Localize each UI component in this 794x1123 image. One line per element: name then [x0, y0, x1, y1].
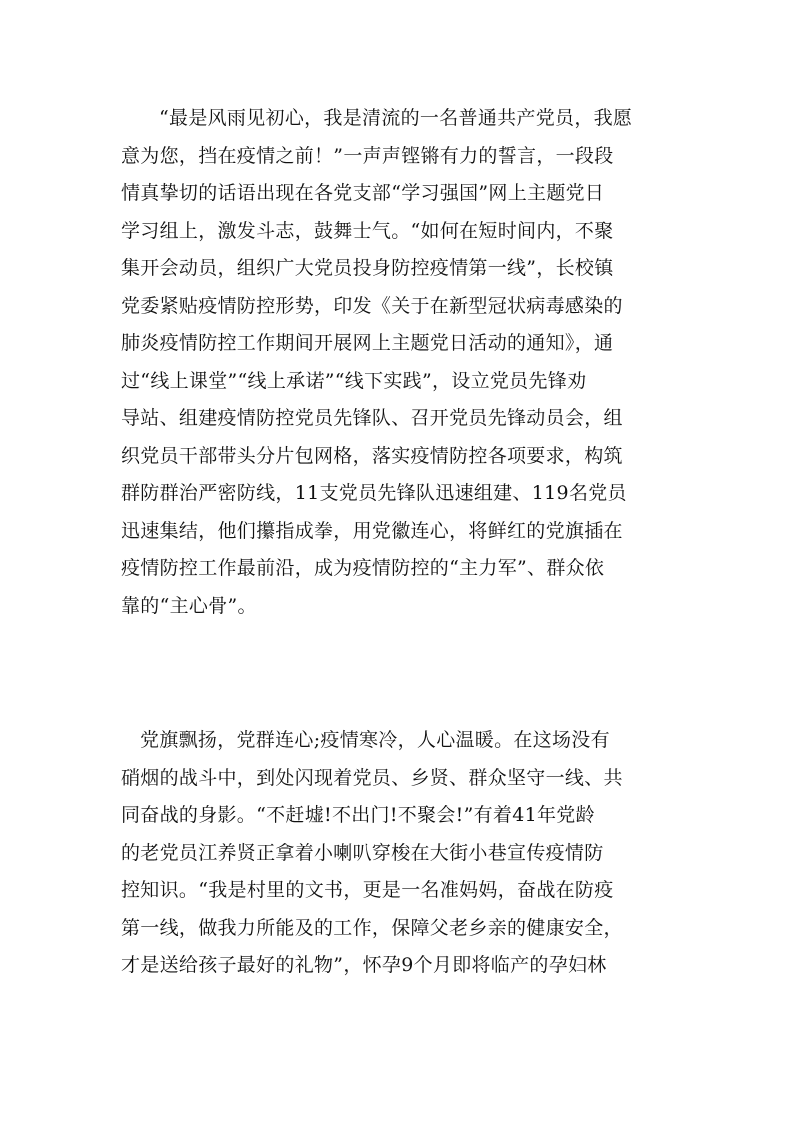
paragraph-line: 靠的“主心骨”。: [121, 594, 257, 617]
paragraph-line: 意为您，挡在疫情之前！”一声声铿锵有力的誓言，一段段: [121, 144, 614, 167]
paragraph-line: 党旗飘扬，党群连心;疫情寒冷，人心温暖。在这场没有: [140, 729, 610, 751]
paragraph-line: 肺炎疫情防控工作期间开展网上主题党日活动的通知》，通: [121, 332, 614, 354]
paragraph-line: “最是风雨见初心，我是清流的一名普通共产党员，我愿: [159, 107, 633, 129]
paragraph-line: 的老党员江养贤正拿着小喇叭穿梭在大街小巷宣传疫情防: [121, 841, 604, 864]
paragraph-line: 才是送给孩子最好的礼物”，怀孕9个月即将临产的孕妇林: [121, 954, 607, 976]
paragraph-line: 织党员干部带头分片包网格，落实疫情防控各项要求，构筑: [121, 444, 623, 467]
paragraph-line: 同奋战的身影。“不赶墟!不出门!不聚会!”有着41年党龄: [121, 804, 595, 826]
paragraph-line: 迅速集结，他们攥指成拳，用党徽连心，将鲜红的党旗插在: [121, 519, 623, 542]
paragraph-line: 集开会动员，组织广大党员投身防控疫情第一线”，长校镇: [121, 257, 614, 279]
paragraph-line: 过“线上课堂”“线上承诺”“线下实践”，设立党员先锋劝: [121, 369, 587, 392]
paragraph-line: 硝烟的战斗中，到处闪现着党员、乡贤、群众坚守一线、共: [121, 766, 623, 789]
paragraph-line: 疫情防控工作最前沿，成为疫情防控的“主力军”、群众依: [121, 557, 605, 579]
paragraph-line: 群防群治严密防线，11支党员先锋队迅速组建、119名党员: [121, 482, 627, 504]
paragraph-party-flag: [121, 722, 681, 985]
paragraph-party-members: [121, 100, 681, 625]
paragraph-line: 学习组上，激发斗志，鼓舞士气。“如何在短时间内，不聚: [121, 219, 614, 242]
paragraph-line: 控知识。“我是村里的文书，更是一名准妈妈，奋战在防疫: [121, 879, 614, 901]
paragraph-line: 导站、组建疫情防控党员先锋队、召开党员先锋动员会，组: [121, 407, 623, 429]
paragraph-line: 党委紧贴疫情防控形势，印发《关于在新型冠状病毒感染的: [121, 294, 623, 317]
paragraph-line: 第一线，做我力所能及的工作，保障父老乡亲的健康安全，: [121, 916, 623, 939]
paragraph-line: 情真挚切的话语出现在各党支部“学习强国”网上主题党日: [121, 182, 605, 204]
